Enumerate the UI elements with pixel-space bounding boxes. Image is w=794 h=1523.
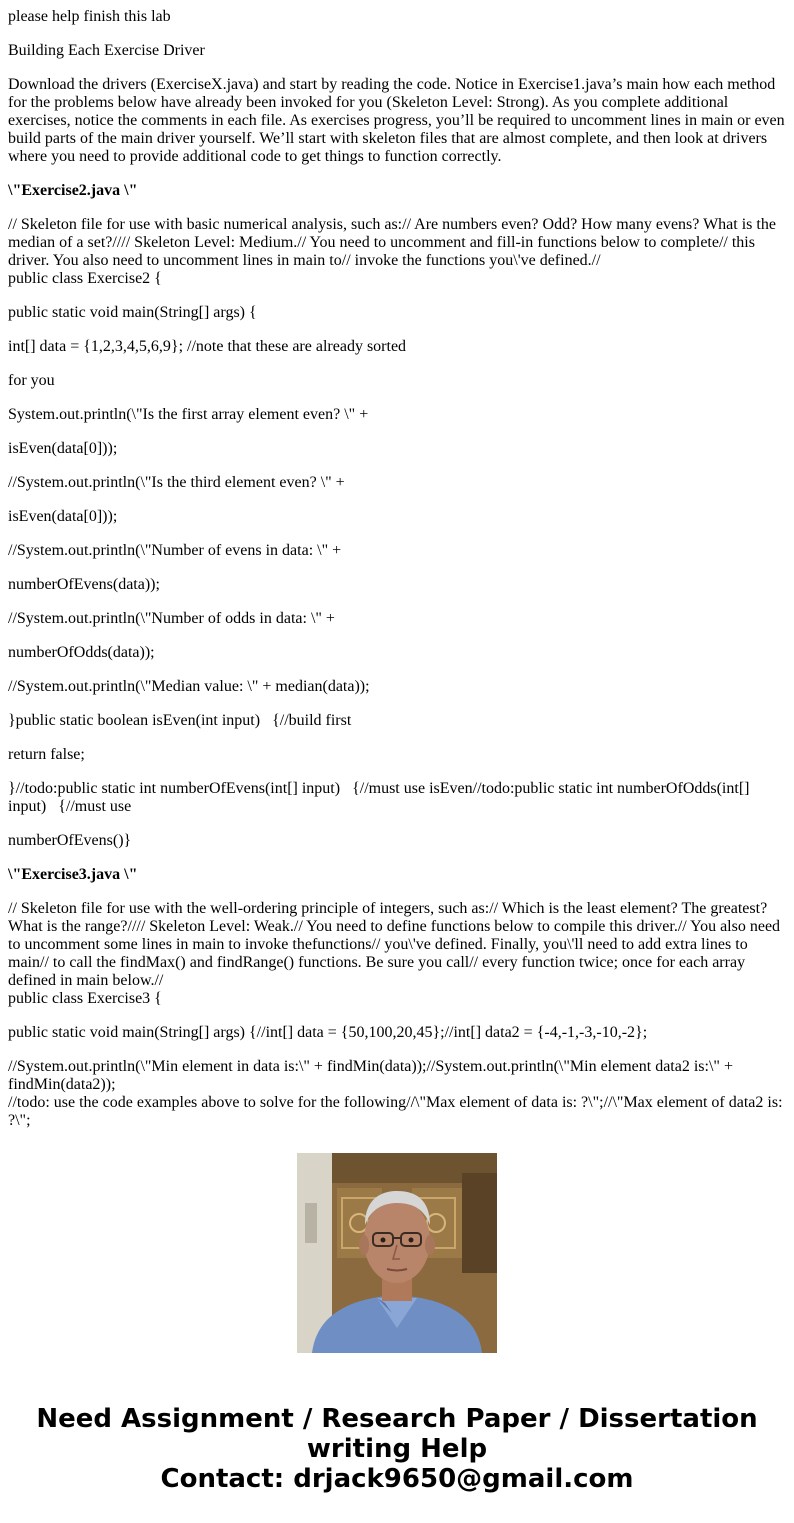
exercise2-title-text: \"Exercise2.java \" <box>8 182 138 199</box>
avatar <box>297 1153 497 1353</box>
question-content <box>8 8 789 1129</box>
section-heading: Building Each Exercise Driver <box>8 42 205 59</box>
code-line: return false; <box>8 746 85 763</box>
exercise3-todo-line: //todo: use the code examples above to solve for the following//\"Max element of data is: ?\";//\"Max element of data2 is: ?\"; <box>8 1094 787 1129</box>
contact-email: Contact: drjack9650@gmail.com <box>160 1464 634 1494</box>
banner-line: Need Assignment / Research Paper / Dissertation <box>36 1404 758 1434</box>
exercise3-title-text: \"Exercise3.java \" <box>8 866 138 883</box>
code-line: //System.out.println(\"Is the third element even? \" + <box>8 474 345 491</box>
code-line: numberOfEvens(data)); <box>8 576 160 593</box>
exercise2-title <box>8 182 786 200</box>
code-line: }//todo:public static int numberOfEvens(int[] input) {//must use isEven//todo:public static int numberOfOdds(int[] input) {//must use <box>8 780 754 815</box>
code-line: numberOfEvens()} <box>8 832 132 849</box>
code-line: //System.out.println(\"Number of odds in data: \" + <box>8 610 335 627</box>
code-line: int[] data = {1,2,3,4,5,6,9}; //note that these are already sorted <box>8 338 407 355</box>
banner-line: writing Help <box>306 1434 488 1464</box>
exercise2-class-decl: public class Exercise2 { <box>8 270 162 287</box>
code-line: isEven(data[0])); <box>8 440 118 457</box>
exercise3-comment: // Skeleton file for use with the well-ordering principle of integers, such as:// Which is the least element? The greatest? What is the range?//// Skeleton Level: Weak.// You need to define functions below to compile this driver.// You also need to uncomment some lines in main to invoke thefunctions// you\'ve defined. Finally, you\'ll need to add extra lines to main// to call the findMax() and findRange() functions. Be sure you call// every function twice; once for each array defined in main below.// <box>8 900 785 989</box>
code-line: for you <box>8 372 55 389</box>
code-line: isEven(data[0])); <box>8 508 118 525</box>
code-line: //System.out.println(\"Median value: \" + median(data)); <box>8 678 370 695</box>
description-text: Download the drivers (ExerciseX.java) and start by reading the code. Notice in Exercise1.java’s main how each method for the problems below have already been invoked for you (Skeleton Level: Strong). As you complete additional exercises, notice the comments in each file. As exercises progress, you’ll be required to uncomment lines in main or even build parts of the main driver yourself. We’ll start with skeleton files that are almost complete, and then look at drivers where you need to provide additional code to get things to function correctly. <box>8 76 789 165</box>
code-line: }public static boolean isEven(int input) {//build first <box>8 712 352 729</box>
exercise3-class-decl: public class Exercise3 { <box>8 990 162 1007</box>
exercise3-main-line: public static void main(String[] args) {//int[] data = {50,100,20,45};//int[] data2 = {-4,-1,-3,-10,-2}; <box>8 1024 648 1041</box>
code-line: public static void main(String[] args) { <box>8 304 257 321</box>
exercise2-comment: // Skeleton file for use with basic numerical analysis, such as:// Are numbers even? Odd? How many evens? What is the median of a set?//// Skeleton Level: Medium.// You need to uncomment and fill-in functions below to complete// this driver. You also need to uncomment lines in main to// invoke the functions you\'ve defined.// <box>8 216 780 269</box>
code-line: numberOfOdds(data)); <box>8 644 155 661</box>
intro-text: please help finish this lab <box>8 8 171 25</box>
person-portrait-icon <box>297 1153 497 1353</box>
exercise3-min-line: //System.out.println(\"Min element in data is:\" + findMin(data));//System.out.println(\"Min element data2 is:\" + findMin(data2)); <box>8 1058 737 1093</box>
exercise3-title <box>8 866 786 884</box>
contact-banner <box>0 1404 794 1494</box>
code-line: System.out.println(\"Is the first array element even? \" + <box>8 406 369 423</box>
code-line: //System.out.println(\"Number of evens in data: \" + <box>8 542 342 559</box>
